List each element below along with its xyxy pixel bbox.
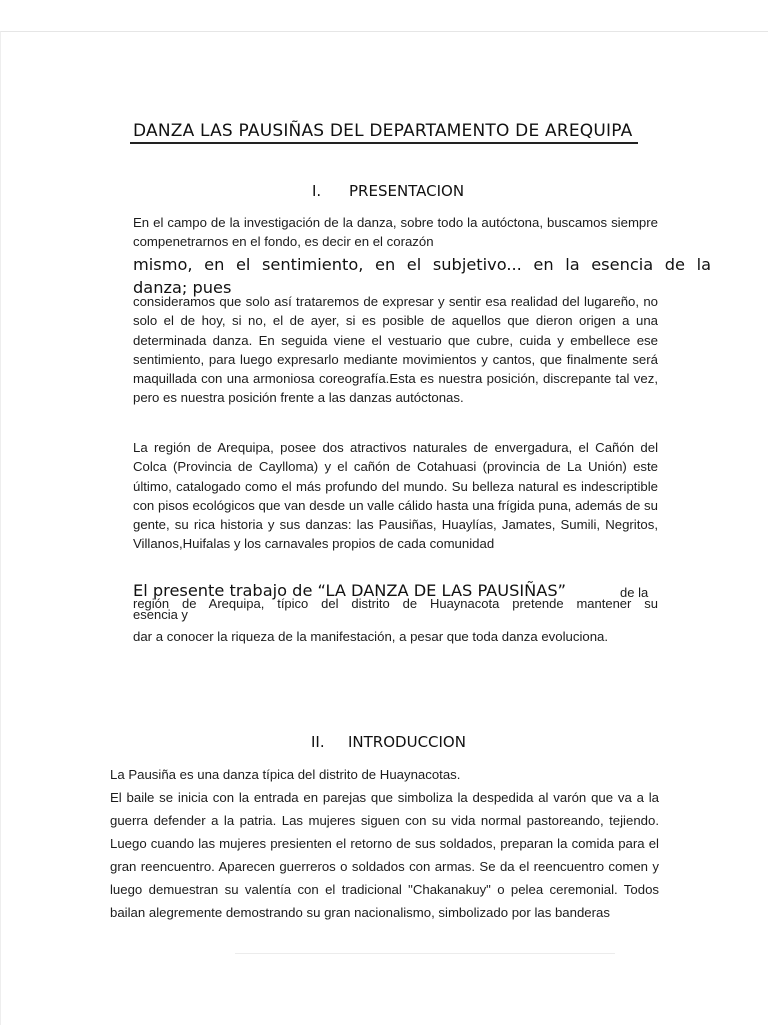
section-title: PRESENTACION (349, 182, 465, 200)
section-heading-presentacion (312, 182, 464, 200)
section-number: II. (311, 733, 325, 751)
paragraph-large-line: mismo, en el sentimiento, en el subjetivo... en la esencia de la (133, 255, 711, 274)
title-underline (130, 142, 638, 144)
paragraph-trabajo-body: dar a conocer la riqueza de la manifestación, a pesar que toda danza evoluciona. (133, 629, 609, 644)
paragraph-arequipa: La región de Arequipa, posee dos atractivos naturales de envergadura, el Cañón del Colca (Provincia de Caylloma) y el cañón de Cotahuasi (provincia de La Unión) este último, catalogado como el más profundo del mundo. Su belleza natural es indescriptible con pisos ecológicos que van desde un valle cálido hasta una frígida puna, además de su gente, su rica historia y sus danzas: las Pausiñas, Huaylías, Jamates, Sumili, Negritos, Villanos,Huifalas y los carnavales propios de cada comunidad (133, 440, 658, 552)
section-number: I. (312, 182, 322, 200)
paragraph-presentacion-body: consideramos que solo así trataremos de expresar y sentir esa realidad del lugareño, no solo el de hoy, si no, el de ayer, si es posible de aquellos que dieron origen a una determinada danza. En seguida viene el vestuario que cubre, cuida y embellece ese sentimiento, para luego expresarlo mediante movimientos y cantos, que finalmente será maquillada con una armoniosa coreografía.Esta es nuestra posición, discrepante tal vez, pero es nuestra posición frente a las danzas autóctonas. (133, 294, 658, 406)
paragraph-presentacion-intro: En el campo de la investigación de la danza, sobre todo la autóctona, buscamos siempre compenetrarnos en el fondo, es decir en el corazón (133, 215, 658, 250)
document-title: DANZA LAS PAUSIÑAS DEL DEPARTAMENTO DE AREQUIPA (133, 121, 633, 141)
paragraph-trabajo-squeezed-end: esencia y (133, 607, 188, 622)
paragraph-trabajo-large: El presente trabajo de “LA DANZA DE LAS PAUSIÑAS” (133, 581, 566, 600)
introduccion-first-line: La Pausiña es una danza típica del distrito de Huaynacotas. (110, 767, 461, 782)
paragraph-trabajo-squeezed: región de Arequipa, típico del distrito de Huaynacota pretende mantener su (133, 596, 658, 611)
introduccion-body: El baile se inicia con la entrada en parejas que simboliza la despedida al varón que va a la guerra defender a la patria. Las mujeres siguen con su vida normal pastoreando, tejiendo. Luego cuando las mujeres presienten el retorno de sus soldados, preparan la comida para el gran reencuentro. Aparecen guerreros o soldados con armas. Se da el reencuentro comen y luego demuestran su valentía con el tradicional "Chakanakuy" o pelea ceremonial. Todos bailan alegremente demostrando su gran nacionalismo, simbolizado por las banderas (110, 790, 659, 920)
paragraph-introduccion (110, 763, 659, 924)
paragraph-large-line-end: danza; pues (133, 278, 232, 297)
section-title: INTRODUCCION (348, 733, 466, 751)
section-heading-introduccion (311, 733, 466, 751)
paragraph-trabajo-tail: de la (620, 585, 649, 600)
faint-divider (235, 953, 615, 954)
